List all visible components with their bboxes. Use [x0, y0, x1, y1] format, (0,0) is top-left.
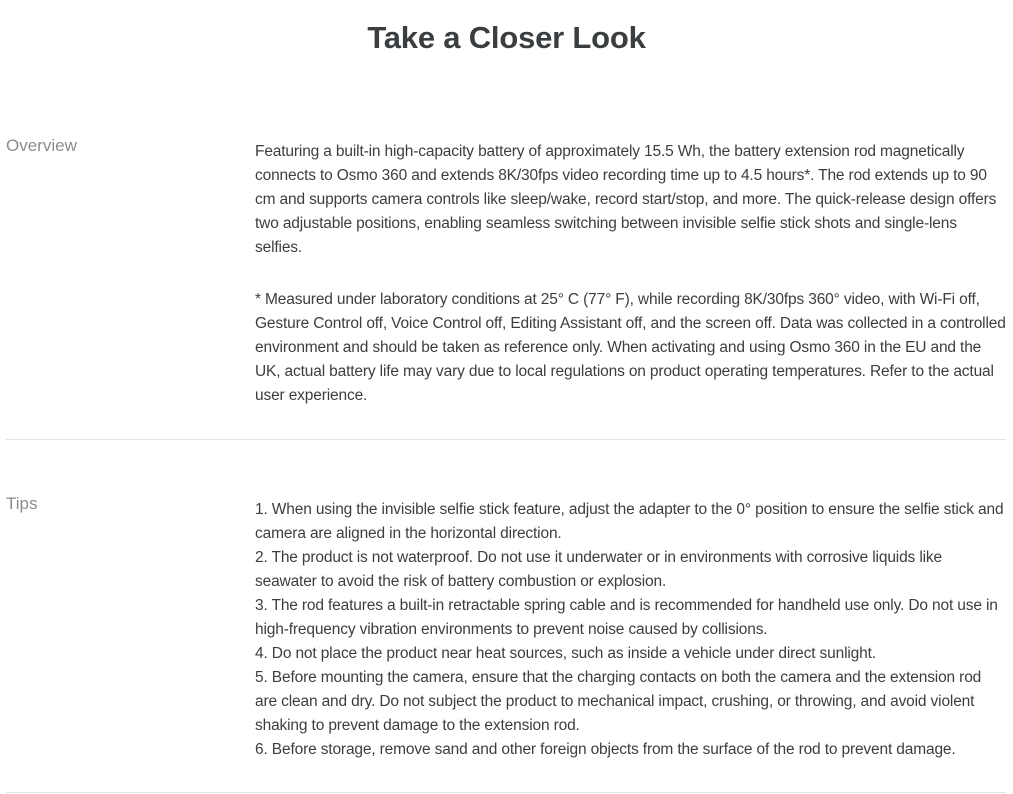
page-title: Take a Closer Look — [367, 20, 646, 55]
overview-paragraph: Featuring a built-in high-capacity battery of approximately 15.5 Wh, the battery extension rod magnetically connects to Osmo 360 and extends 8K/30fps video recording time up to 4.5 hours*. The rod extends up to 90 cm and supports camera controls like sleep/wake, record start/stop, and more. The quick-release design offers two adjustable positions, enabling seamless switching between invisible selfie stick shots and single-lens selfies. — [255, 143, 997, 256]
overview-body — [255, 140, 1006, 408]
tips-body — [255, 498, 1006, 762]
section-divider — [6, 792, 1006, 793]
tip-item: 1. When using the invisible selfie stick feature, adjust the adapter to the 0° position to ensure the selfie stick and camera are aligned in the horizontal direction. — [255, 501, 1004, 542]
section-divider — [6, 439, 1006, 440]
tip-item: 5. Before mounting the camera, ensure that the charging contacts on both the camera and the extension rod are clean and dry. Do not subject the product to mechanical impact, crushing, or throwing, and avoid violent shaking to prevent damage to the extension rod. — [255, 669, 982, 734]
tip-item: 3. The rod features a built-in retractable spring cable and is recommended for handheld use only. Do not use in high-frequency vibration environments to prevent noise caused by collisions. — [255, 597, 998, 638]
tip-item: 4. Do not place the product near heat sources, such as inside a vehicle under direct sunlight. — [255, 645, 876, 662]
overview-label: Overview — [6, 136, 77, 155]
tips-section — [6, 494, 1006, 793]
tip-item: 2. The product is not waterproof. Do not use it underwater or in environments with corrosive liquids like seawater to avoid the risk of battery combustion or explosion. — [255, 549, 942, 590]
overview-footnote: * Measured under laboratory conditions at 25° C (77° F), while recording 8K/30fps 360° video, with Wi-Fi off, Gesture Control off, Voice Control off, Editing Assistant off, and the screen off. Data was collected in a controlled environment and should be taken as reference only. When activating and using Osmo 360 in the EU and the UK, actual battery life may vary due to local regulations on product operating temperatures. Refer to the actual user experience. — [255, 291, 1006, 404]
tip-item: 6. Before storage, remove sand and other foreign objects from the surface of the rod to prevent damage. — [255, 741, 956, 758]
overview-section — [6, 136, 1006, 440]
tips-label: Tips — [6, 494, 38, 513]
